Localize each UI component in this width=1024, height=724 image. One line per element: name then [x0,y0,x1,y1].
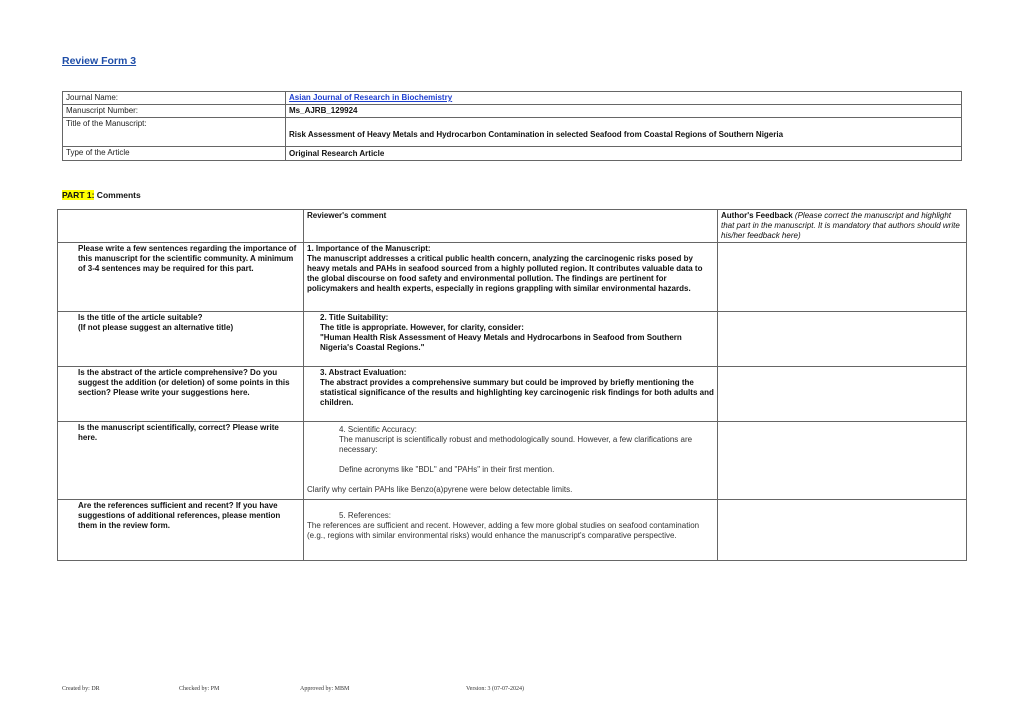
footer-created: Created by: DR [62,686,100,692]
comment-row-accuracy [58,422,967,500]
comment-suggested-title: "Human Health Risk Assessment of Heavy Metals and Hydrocarbons in Seafood from Southern Nigeria's Coastal Regions." [320,333,682,352]
question: Is the abstract of the article comprehensive? Do you suggest the addition (or deletion) of some points in this section? Please write your suggestions here. [58,367,304,422]
author-feedback-cell[interactable] [718,243,967,312]
reviewer-comment [304,312,718,367]
part-label: Comments [94,190,141,200]
info-row-manuscript-number [63,105,962,118]
comment-body: The title is appropriate. However, for clarity, consider: [320,323,524,332]
reviewer-comment [304,500,718,561]
part-number: PART 1: [62,190,95,200]
comment-body: The references are sufficient and recent. However, adding a few more global studies on seafood contamination (e.g., regions with similar environmental risks) would enhance the manuscript's comparative perspective. [307,521,700,540]
author-feedback-cell[interactable] [718,422,967,500]
author-feedback-cell[interactable] [718,500,967,561]
type-value: Original Research Article [286,147,962,161]
journal-cell [286,92,962,105]
comment-body: The manuscript is scientifically robust and methodologically sound. However, a few clarifications are necessary: [339,435,693,454]
manuscript-number-label: Manuscript Number: [63,105,286,118]
title-label: Title of the Manuscript: [63,118,286,147]
info-row-type [63,147,962,161]
comments-header-row [58,210,967,243]
question: Is the manuscript scientifically, correct? Please write here. [58,422,304,500]
comment-item: Clarify why certain PAHs like Benzo(a)pyrene were below detectable limits. [307,485,573,494]
comment-heading: 5. References: [339,511,392,520]
comment-item: Define acronyms like "BDL" and "PAHs" in their first mention. [339,465,555,474]
reviewer-comment [304,243,718,312]
comment-heading: 3. Abstract Evaluation: [320,368,407,377]
author-feedback-cell[interactable] [718,367,967,422]
comment-body: The abstract provides a comprehensive summary but could be improved by briefly mentioning the statistical significance of the results and highlighting key carcinogenic risk findings for both adults and children. [320,378,714,407]
title-value: Risk Assessment of Heavy Metals and Hydrocarbon Contamination in selected Seafood from Coastal Regions of Southern Nigeria [286,118,962,147]
question: Please write a few sentences regarding the importance of this manuscript for the scientific community. A minimum of 3-4 sentences may be required for this part. [58,243,304,312]
comment-heading: 1. Importance of the Manuscript: [307,244,431,253]
footer-version: Version: 3 (07-07-2024) [466,686,524,692]
comment-row-references [58,500,967,561]
journal-label: Journal Name: [63,92,286,105]
part-heading [62,190,141,200]
author-feedback-title: Author's Feedback [721,211,793,220]
type-label: Type of the Article [63,147,286,161]
manuscript-number-value: Ms_AJRB_129924 [286,105,962,118]
comments-table [57,209,967,561]
manuscript-info-table [62,91,962,161]
reviewer-comment [304,422,718,500]
question: Is the title of the article suitable? (If not please suggest an alternative title) [58,312,304,367]
comment-heading: 2. Title Suitability: [320,313,389,322]
author-feedback-note: (Please correct the manuscript and highlight that part in the manuscript. It is mandatory that authors should write his/her feedback here) [721,211,960,240]
header-author-feedback [718,210,967,243]
header-reviewer-comment: Reviewer's comment [304,210,718,243]
comment-row-title [58,312,967,367]
comment-body: The manuscript addresses a critical public health concern, analyzing the carcinogenic risks posed by heavy metals and PAHs in seafood sourced from a highly polluted region. It contributes valuable data to the global discourse on food safety and environmental pollution. The findings are pertinent for policymakers and health experts, especially in regions grappling with similar environmental hazards. [307,254,703,293]
comment-row-importance [58,243,967,312]
footer-checked: Checked by: PM [179,686,220,692]
info-row-journal [63,92,962,105]
footer-approved: Approved by: MBM [300,686,350,692]
author-feedback-cell[interactable] [718,312,967,367]
comment-row-abstract [58,367,967,422]
header-empty [58,210,304,243]
info-row-title [63,118,962,147]
comment-heading: 4. Scientific Accuracy: [339,425,417,434]
question: Are the references sufficient and recent? If you have suggestions of additional references, please mention them in the review form. [58,500,304,561]
reviewer-comment [304,367,718,422]
form-title: Review Form 3 [62,55,137,67]
journal-link[interactable]: Asian Journal of Research in Biochemistry [289,93,453,102]
